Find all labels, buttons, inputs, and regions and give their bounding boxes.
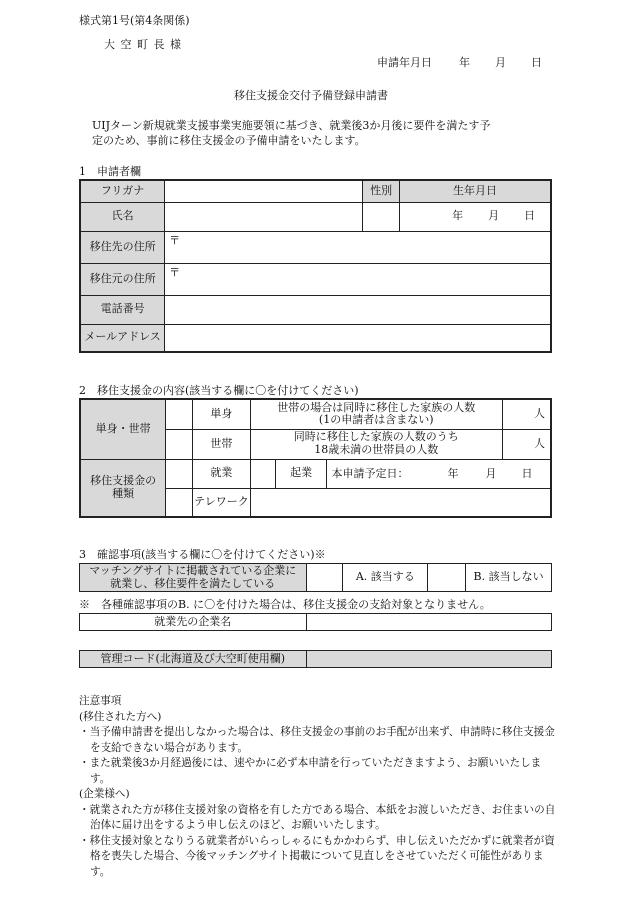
household-note-line-1: 同時に移住した家族の人数のうち bbox=[293, 430, 459, 444]
support-type-line-1: 移住支援金の bbox=[90, 474, 157, 488]
phone-label: 電話番号 bbox=[80, 295, 165, 324]
telework-label: テレワーク bbox=[193, 488, 251, 517]
single-note bbox=[250, 399, 502, 429]
postal-mark: 〒 bbox=[169, 233, 181, 247]
furigana-field[interactable] bbox=[165, 180, 363, 202]
phone-field[interactable] bbox=[165, 295, 551, 324]
support-content-table bbox=[79, 398, 552, 518]
single-note-line-1: 世帯の場合は同時に移住した家族の人数 bbox=[277, 400, 476, 414]
birth-day-label: 日 bbox=[524, 208, 536, 222]
gender-label: 性別 bbox=[363, 180, 400, 202]
application-date-day: 日 bbox=[531, 56, 542, 69]
confirmation-note: ※ 各種確認事項のB. に〇を付けた場合は、移住支援金の支給対象となりません。 bbox=[79, 598, 491, 611]
family-count-field[interactable] bbox=[502, 399, 551, 429]
blank-cell bbox=[250, 488, 551, 517]
notes-section bbox=[79, 694, 559, 880]
company-note-2: ・移住支援対象となりうる就業者がいらっしゃるにもかかわらず、申し伝えいただかずに就業者が資格を喪失した場合、今後マッチングサイト掲載について見直しをさせていただく可能性があります。 bbox=[79, 834, 555, 878]
single-note-line-2: (1の申請者は含まない) bbox=[318, 413, 434, 427]
employment-label: 就業 bbox=[193, 459, 251, 488]
scheduled-month: 月 bbox=[485, 466, 497, 480]
email-label: メールアドレス bbox=[80, 324, 165, 352]
option-a-check[interactable] bbox=[306, 564, 343, 592]
option-b-check[interactable] bbox=[428, 564, 466, 592]
intro-line-1: UIJターン新規就業支援事業実施要領に基づき、就業後3か月後に要件を満たす予 bbox=[92, 119, 491, 132]
question-line-2: 就業し、移住要件を満たしている bbox=[110, 576, 276, 590]
confirmation-table bbox=[79, 563, 552, 592]
company-name-label: 就業先の企業名 bbox=[80, 614, 307, 631]
startup-check[interactable] bbox=[250, 459, 275, 488]
birthdate-field[interactable] bbox=[400, 202, 551, 231]
company-note-1: ・就業された方が移住支援対象の資格を有した方である場合、本紙をお渡しいただき、お住まいの自治体に届け出をするよう申し伝えのほど、お願いいたします。 bbox=[79, 803, 556, 831]
section1-heading: 1 申請者欄 bbox=[79, 165, 141, 178]
company-table bbox=[79, 613, 552, 631]
email-field[interactable] bbox=[165, 324, 551, 352]
option-b-label: B. 該当しない bbox=[466, 564, 552, 592]
applicant-table bbox=[79, 179, 552, 353]
minor-count-field[interactable] bbox=[502, 429, 551, 459]
admin-code-label: 管理コード(北海道及び大空町使用欄) bbox=[80, 651, 307, 668]
household-note bbox=[250, 429, 502, 459]
household-label: 世帯 bbox=[193, 429, 251, 459]
birth-month-label: 月 bbox=[488, 208, 500, 222]
company-heading: (企業様へ) bbox=[79, 788, 130, 800]
support-type-line-2: 種類 bbox=[112, 486, 135, 500]
employment-check[interactable] bbox=[166, 459, 193, 488]
startup-label: 起業 bbox=[275, 459, 327, 488]
household-check[interactable] bbox=[166, 429, 193, 459]
gender-field[interactable] bbox=[363, 202, 400, 231]
birth-year-label: 年 bbox=[452, 208, 464, 222]
single-label: 単身 bbox=[193, 399, 251, 429]
furigana-label: フリガナ bbox=[80, 180, 165, 202]
section3-heading: 3 確認事項(該当する欄に〇を付けてください)※ bbox=[79, 548, 326, 561]
admin-code-field bbox=[306, 651, 551, 668]
page-title: 移住支援金交付予備登録申請書 bbox=[234, 89, 388, 102]
household-note-line-2: 18歳未満の世帯員の人数 bbox=[314, 443, 439, 456]
person-unit: 人 bbox=[534, 406, 545, 420]
company-name-field[interactable] bbox=[306, 614, 551, 631]
scheduled-year: 年 bbox=[447, 466, 459, 480]
application-date-year: 年 bbox=[459, 56, 470, 69]
telework-check[interactable] bbox=[166, 488, 193, 517]
new-address-label: 移住先の住所 bbox=[80, 231, 165, 263]
intro-line-2: 定のため、事前に移住支援金の予備申請をいたします。 bbox=[92, 134, 366, 147]
name-field[interactable] bbox=[165, 202, 363, 231]
migrants-heading: (移住された方へ) bbox=[79, 710, 162, 723]
form-number: 様式第1号(第4条関係) bbox=[79, 14, 190, 27]
scheduled-date-field[interactable] bbox=[327, 459, 551, 488]
notes-heading: 注意事項 bbox=[79, 695, 122, 707]
person-unit: 人 bbox=[534, 436, 545, 450]
migrant-note-1: ・当予備申請書を提出しなかった場合は、移住支援金の事前のお手配が出来ず、申請時に移住支援金を支給できない場合があります。 bbox=[79, 726, 555, 754]
postal-mark: 〒 bbox=[169, 265, 181, 279]
addressee: 大 空 町 長 様 bbox=[104, 38, 182, 51]
name-label: 氏名 bbox=[80, 202, 165, 231]
question-line-1: マッチングサイトに掲載されている企業に bbox=[89, 563, 297, 577]
section2-heading: 2 移住支援金の内容(該当する欄に〇を付けてください) bbox=[79, 384, 359, 397]
scheduled-day: 日 bbox=[521, 466, 533, 480]
application-date-label: 申請年月日 bbox=[377, 56, 432, 69]
support-type-label bbox=[80, 459, 166, 517]
scheduled-date-label: 本申請予定日： bbox=[331, 466, 409, 480]
single-check[interactable] bbox=[166, 399, 193, 429]
old-address-field[interactable] bbox=[165, 263, 551, 295]
option-a-label: A. 該当する bbox=[343, 564, 428, 592]
admin-code-table bbox=[79, 650, 552, 668]
confirmation-question bbox=[80, 564, 307, 592]
application-date-month: 月 bbox=[495, 56, 506, 69]
old-address-label: 移住元の住所 bbox=[80, 263, 165, 295]
new-address-field[interactable] bbox=[165, 231, 551, 263]
birthdate-label: 生年月日 bbox=[400, 180, 551, 202]
migrant-note-2: ・また就業後3か月経過後には、速やかに必ず本申請を行っていただきますよう、お願いいたします。 bbox=[79, 757, 542, 785]
single-household-label: 単身・世帯 bbox=[80, 399, 166, 459]
